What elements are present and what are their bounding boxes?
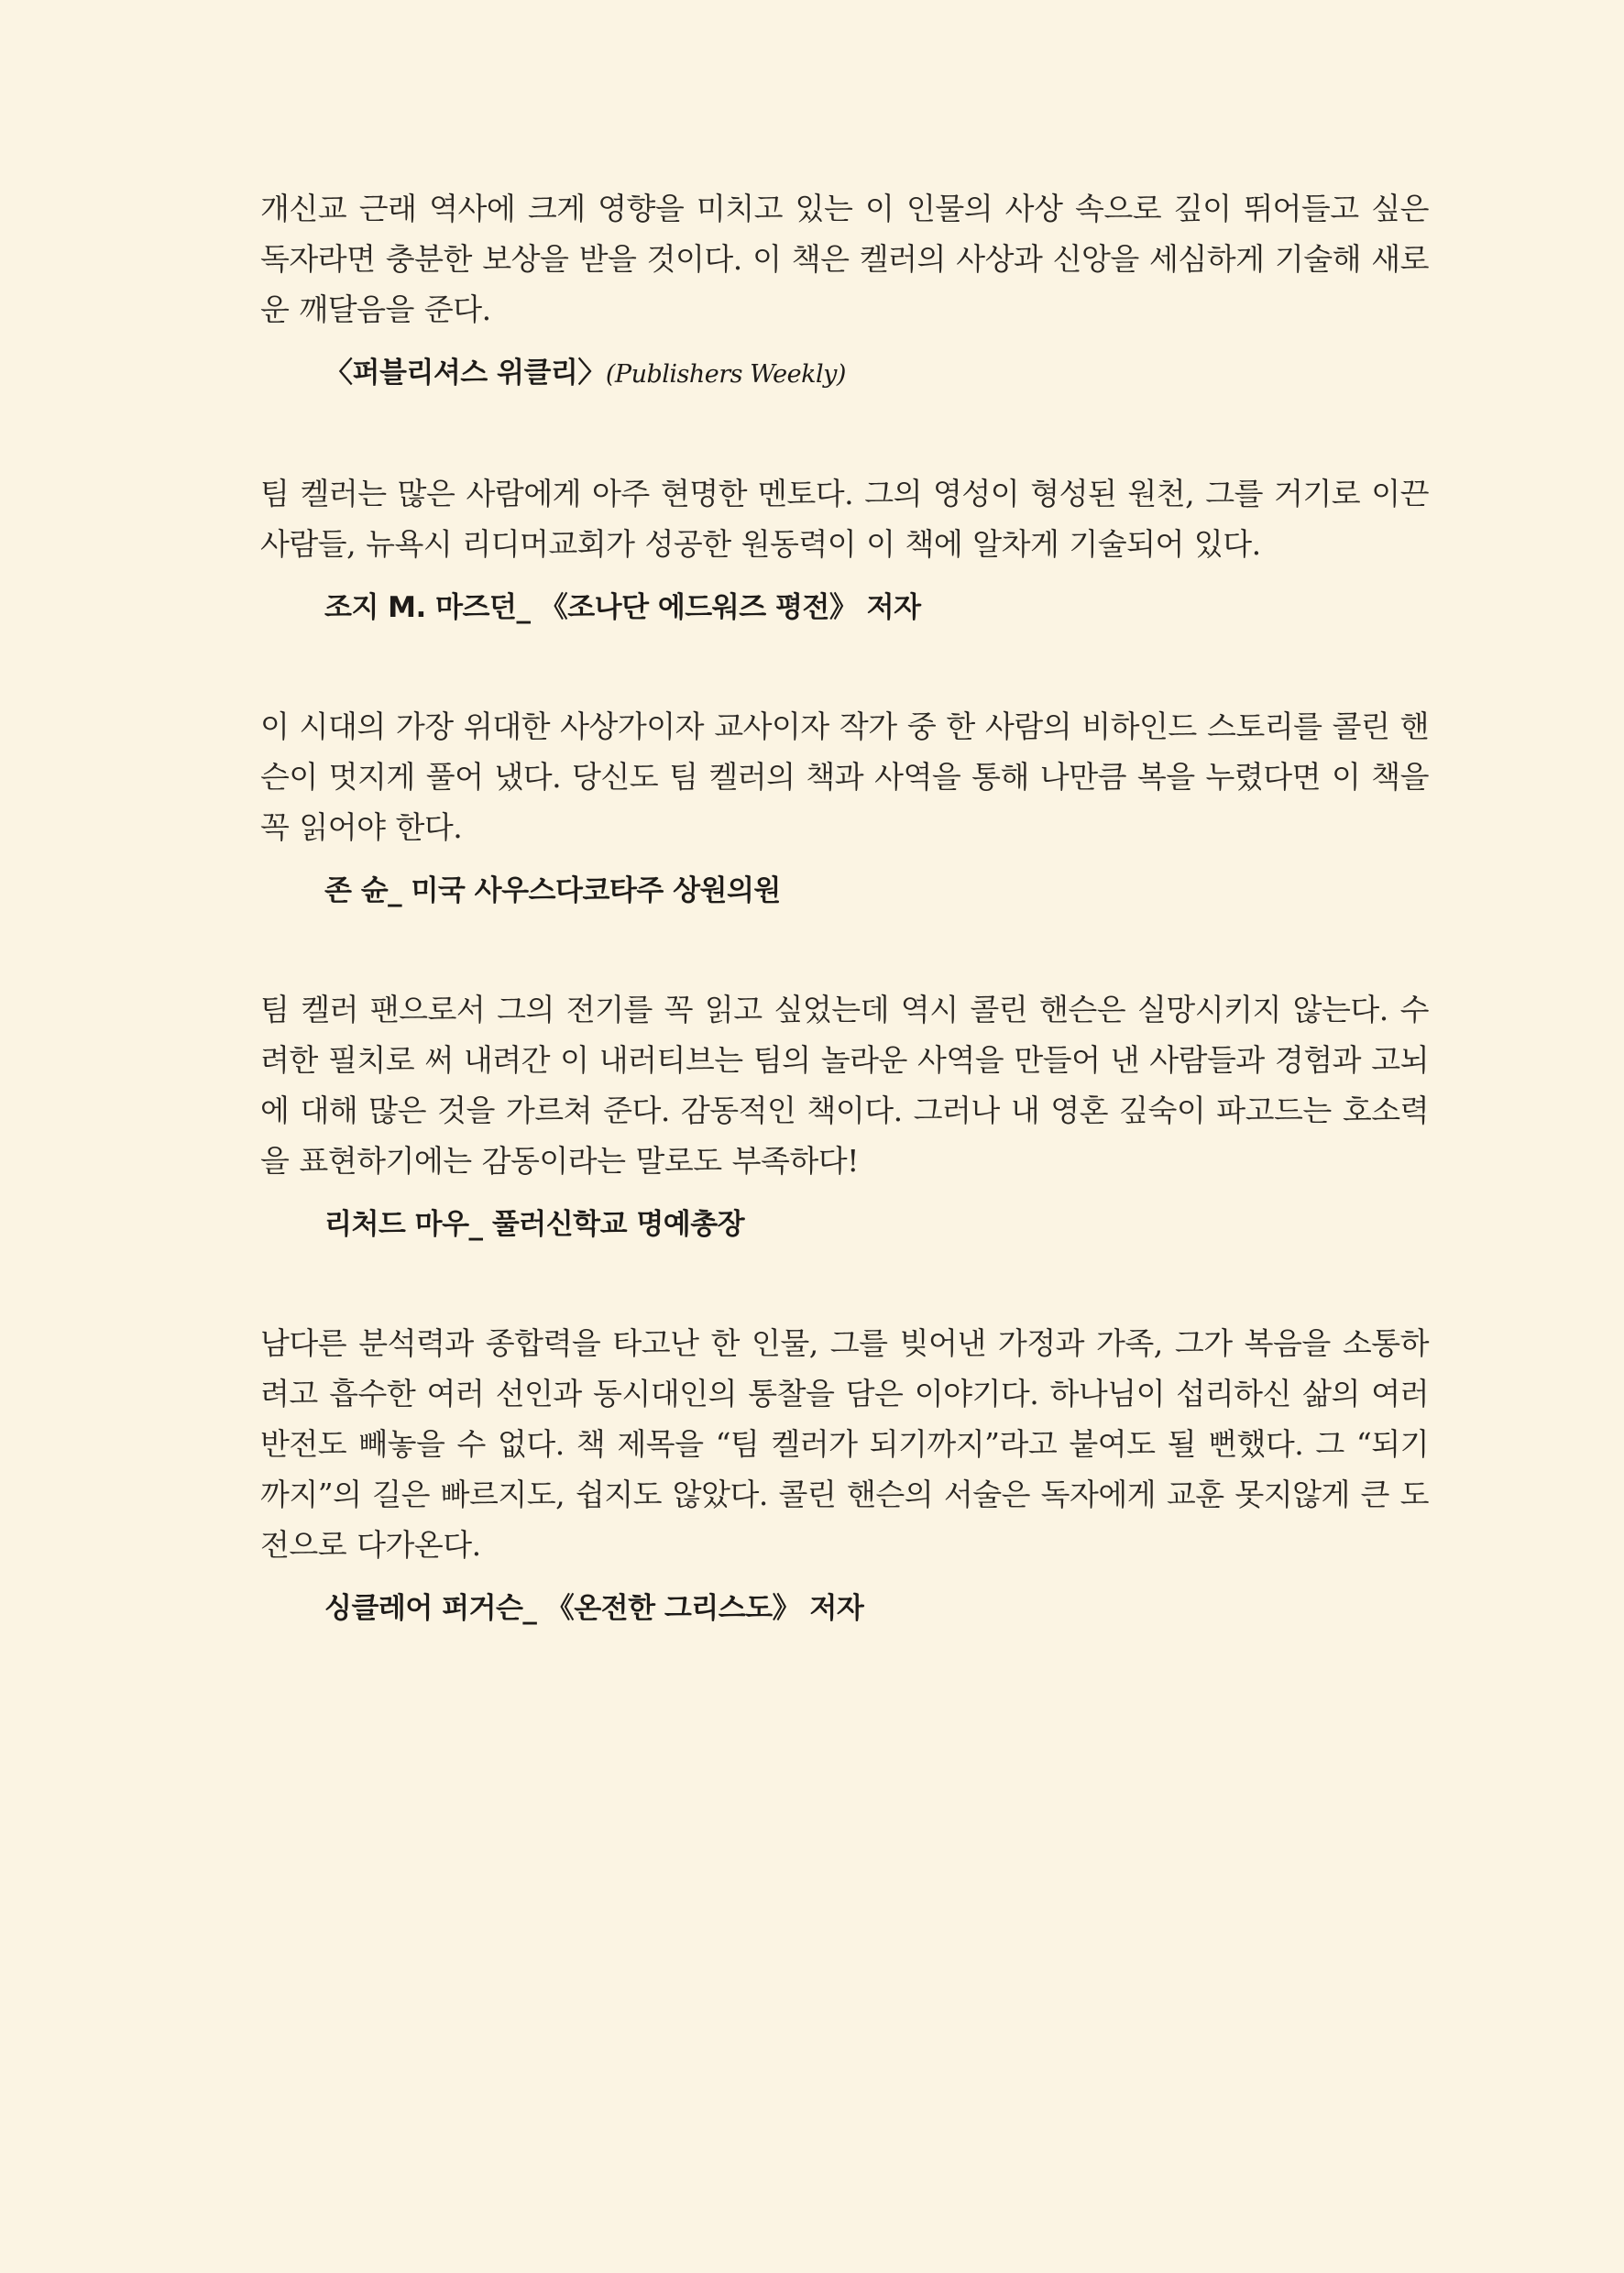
- endorsement-attribution: 리처드 마우_ 풀러신학교 명예총장: [324, 1208, 745, 1241]
- endorsement-quote: 이 시대의 가장 위대한 사상가이자 교사이자 작가 중 한 사람의 비하인드 스토리를 콜린 핸슨이 멋지게 풀어 냈다. 당신도 팀 켈러의 책과 사역을 통해 나만큼 복을 누렸다면 이 책을 꼭 읽어야 한다.: [260, 708, 1429, 845]
- attribution-source: 〈퍼블리셔스 위클리〉: [324, 357, 606, 390]
- endorsement-attribution: 존 슌_ 미국 사우스다코타주 상원의원: [324, 874, 781, 907]
- endorsement-attribution: [324, 353, 1429, 395]
- attribution-source-latin: (Publishers Weekly): [605, 360, 846, 389]
- endorsement-quote: 팀 켈러는 많은 사람에게 아주 현명한 멘토다. 그의 영성이 형성된 원천, 그를 거기로 이끈 사람들, 뉴욕시 리디머교회가 성공한 원동력이 이 책에 알차게 기술되어 있다.: [260, 476, 1429, 562]
- endorsement-block: [260, 183, 1429, 395]
- endorsement-block: [260, 701, 1429, 911]
- endorsement-attribution: 싱클레어 퍼거슨_ 《온전한 그리스도》 저자: [324, 1592, 864, 1625]
- endorsement-quote: 남다른 분석력과 종합력을 타고난 한 인물, 그를 빚어낸 가정과 가족, 그가 복음을 소통하려고 흡수한 여러 선인과 동시대인의 통찰을 담은 이야기다. 하나님이 섭리하신 삶의 여러 반전도 빼놓을 수 없다. 책 제목을 “팀 켈러가 되기까지”라고 붙여도 될 뻔했다. 그 “되기까지”의 길은 빠르지도, 쉽지도 않았다. 콜린 핸슨의 서술은 독자에게 교훈 못지않게 큰 도전으로 다가온다.: [260, 1325, 1429, 1563]
- endorsement-quote: 팀 켈러 팬으로서 그의 전기를 꼭 읽고 싶었는데 역시 콜린 핸슨은 실망시키지 않는다. 수려한 필치로 써 내려간 이 내러티브는 팀의 놀라운 사역을 만들어 낸 사람들과 경험과 고뇌에 대해 많은 것을 가르쳐 준다. 감동적인 책이다. 그러나 내 영혼 깊숙이 파고드는 호소력을 표현하기에는 감동이라는 말로도 부족하다!: [260, 992, 1429, 1179]
- endorsement-block: [260, 1318, 1429, 1629]
- endorsements-page: [260, 183, 1429, 1702]
- endorsement-block: [260, 468, 1429, 628]
- endorsement-quote: 개신교 근래 역사에 크게 영향을 미치고 있는 이 인물의 사상 속으로 깊이 뛰어들고 싶은 독자라면 충분한 보상을 받을 것이다. 이 책은 켈러의 사상과 신앙을 세심하게 기술해 새로운 깨달음을 준다.: [260, 191, 1429, 327]
- endorsement-attribution: 조지 M. 마즈던_ 《조나단 에드워즈 평전》 저자: [324, 591, 921, 624]
- endorsement-block: [260, 984, 1429, 1245]
